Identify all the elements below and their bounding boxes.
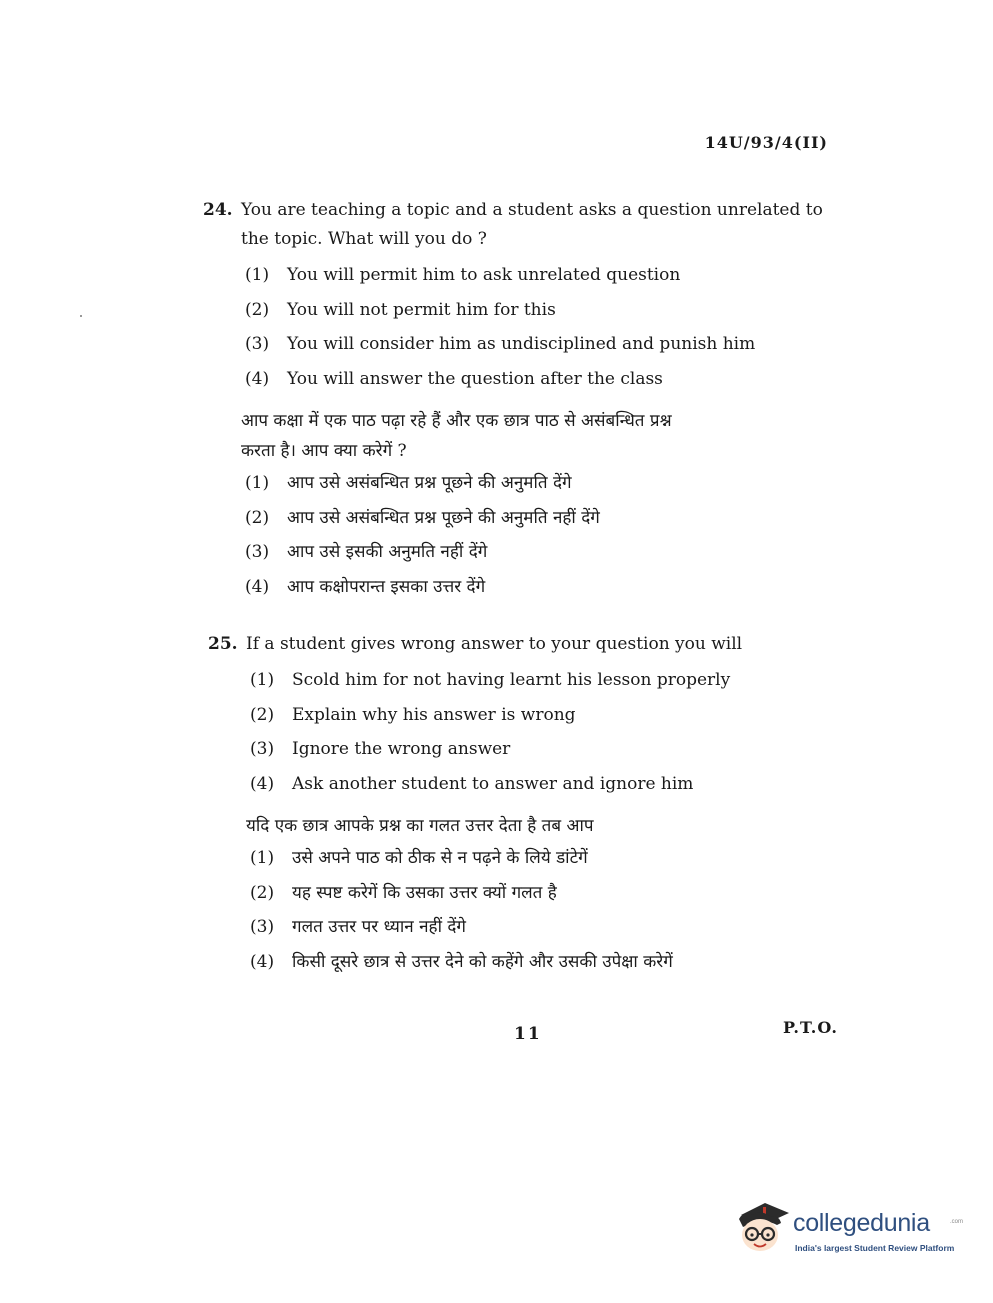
option-text: Explain why his answer is wrong bbox=[292, 704, 576, 725]
mascot-icon bbox=[733, 1197, 791, 1257]
option-number: (1) bbox=[250, 670, 275, 690]
question-text-line: If a student gives wrong answer to your question you will bbox=[246, 634, 743, 654]
logo-wordmark: collegedunia bbox=[793, 1209, 930, 1237]
question-text-line: the topic. What will you do ? bbox=[241, 229, 487, 249]
option-number: (3) bbox=[245, 334, 270, 354]
hindi-question-line: करता है। आप क्या करेगें ? bbox=[241, 441, 407, 461]
question-25 bbox=[208, 630, 848, 979]
option-number: (1) bbox=[245, 473, 270, 493]
logo-tagline: India's largest Student Review Platform bbox=[795, 1243, 955, 1253]
option-text: You will consider him as undisciplined and punish him bbox=[287, 334, 756, 354]
option-text: यह स्पष्ट करेगें कि उसका उत्तर क्यों गलत है bbox=[292, 882, 557, 903]
question-24-stem bbox=[203, 196, 843, 225]
option-number: (1) bbox=[245, 265, 270, 285]
option-1 bbox=[203, 258, 843, 293]
question-24 bbox=[203, 196, 843, 604]
scan-speck bbox=[80, 315, 82, 317]
hindi-option-1 bbox=[208, 841, 848, 876]
question-text-line: You are teaching a topic and a student asks a question unrelated to bbox=[241, 200, 823, 220]
hindi-option-3 bbox=[208, 910, 848, 945]
option-4 bbox=[208, 767, 848, 802]
option-number: (2) bbox=[245, 507, 270, 528]
hindi-option-2 bbox=[203, 501, 843, 536]
option-text: आप उसे असंबन्धित प्रश्न पूछने की अनुमति देंगे bbox=[287, 473, 572, 493]
option-text: You will answer the question after the class bbox=[287, 368, 663, 389]
question-number: 25. bbox=[208, 634, 238, 654]
option-number: (4) bbox=[245, 368, 270, 389]
hindi-option-2 bbox=[208, 876, 848, 911]
page-number: 11 bbox=[514, 1024, 542, 1044]
option-text: You will permit him to ask unrelated question bbox=[287, 265, 681, 285]
english-options bbox=[203, 258, 843, 396]
option-text: आप उसे इसकी अनुमति नहीं देंगे bbox=[287, 542, 488, 562]
option-text: Ask another student to answer and ignore him bbox=[292, 773, 694, 794]
hindi-question-line: आप कक्षा में एक पाठ पढ़ा रहे हैं और एक छात्र पाठ से असंबन्धित प्रश्न bbox=[241, 411, 672, 431]
hindi-question-line: यदि एक छात्र आपके प्रश्न का गलत उत्तर देता है तब आप bbox=[246, 816, 594, 836]
option-number: (4) bbox=[250, 773, 275, 794]
option-4 bbox=[203, 362, 843, 397]
option-number: (4) bbox=[250, 951, 275, 972]
option-number: (3) bbox=[250, 739, 275, 759]
pto-label: P.T.O. bbox=[783, 1018, 838, 1037]
option-3 bbox=[203, 327, 843, 362]
option-2 bbox=[203, 293, 843, 328]
option-number: (4) bbox=[245, 576, 270, 597]
option-number: (3) bbox=[250, 917, 275, 937]
option-text: Scold him for not having learnt his lesson properly bbox=[292, 670, 731, 690]
hindi-translation bbox=[203, 406, 843, 604]
option-text: किसी दूसरे छात्र से उत्तर देने को कहेंगे और उसकी उपेक्षा करेगें bbox=[292, 951, 673, 972]
hindi-option-3 bbox=[203, 535, 843, 570]
option-number: (2) bbox=[245, 299, 270, 320]
option-text: You will not permit him for this bbox=[287, 299, 556, 320]
question-number: 24. bbox=[203, 200, 233, 220]
hindi-option-4 bbox=[203, 570, 843, 605]
option-number: (2) bbox=[250, 882, 275, 903]
option-number: (3) bbox=[245, 542, 270, 562]
option-text: उसे अपने पाठ को ठीक से न पढ़ने के लिये डांटेगें bbox=[292, 848, 588, 868]
option-3 bbox=[208, 732, 848, 767]
english-options bbox=[208, 663, 848, 801]
option-number: (1) bbox=[250, 848, 275, 868]
option-text: आप उसे असंबन्धित प्रश्न पूछने की अनुमति नहीं देंगे bbox=[287, 507, 600, 528]
option-text: Ignore the wrong answer bbox=[292, 739, 511, 759]
option-text: गलत उत्तर पर ध्यान नहीं देंगे bbox=[292, 917, 466, 937]
hindi-option-4 bbox=[208, 945, 848, 980]
hindi-translation bbox=[208, 811, 848, 979]
question-25-stem bbox=[208, 630, 848, 659]
option-2 bbox=[208, 698, 848, 733]
option-text: आप कक्षोपरान्त इसका उत्तर देंगे bbox=[287, 576, 486, 597]
collegedunia-logo bbox=[733, 1195, 963, 1265]
option-1 bbox=[208, 663, 848, 698]
paper-code: 14U/93/4(II) bbox=[704, 133, 828, 152]
hindi-option-1 bbox=[203, 466, 843, 501]
logo-suffix: .com bbox=[950, 1219, 964, 1225]
option-number: (2) bbox=[250, 704, 275, 725]
